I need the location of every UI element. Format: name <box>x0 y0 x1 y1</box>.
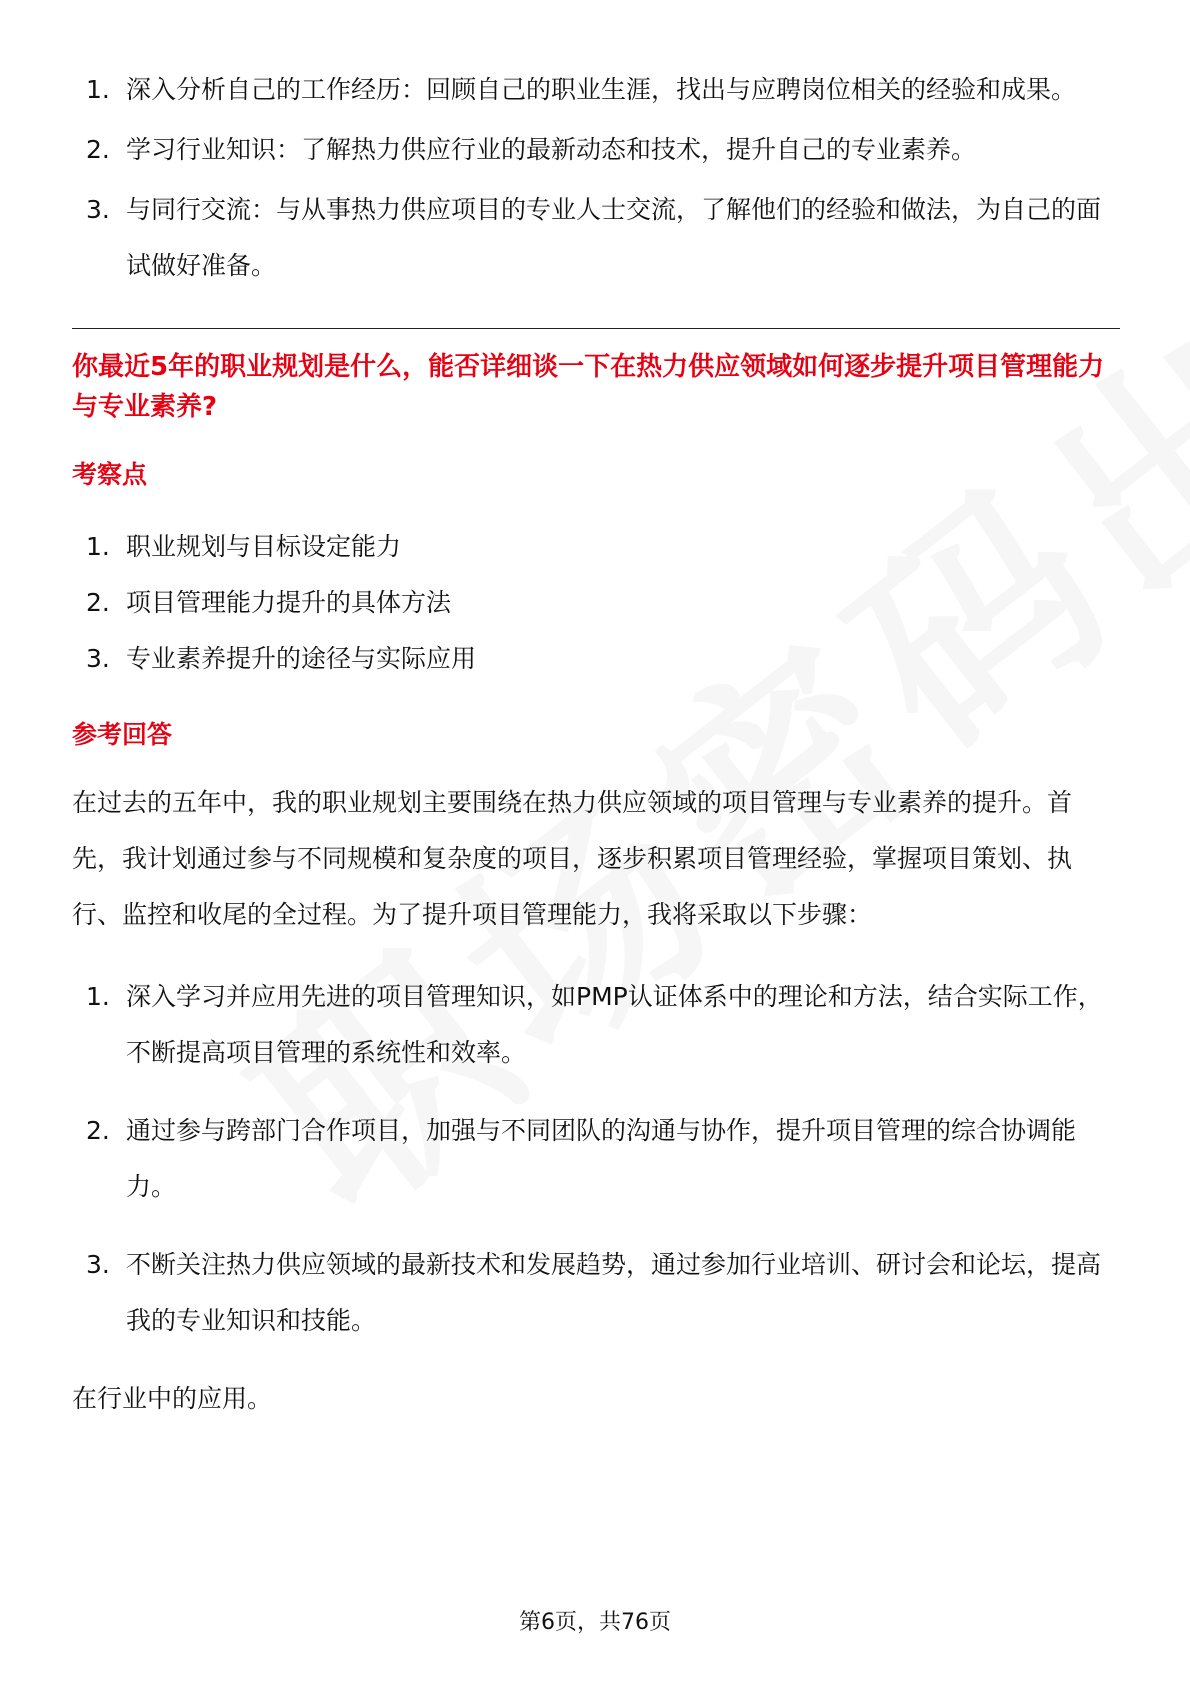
list-item <box>72 519 1120 575</box>
answer-title: 参考回答 <box>72 720 173 749</box>
list-item <box>72 969 1120 1081</box>
list-number: 2. <box>86 1116 110 1145</box>
list-text: 与同行交流：与从事热力供应项目的专业人士交流，了解他们的经验和做法，为自己的面试做好准备。 <box>126 195 1102 280</box>
list-number: 2. <box>86 588 110 617</box>
list-text: 通过参与跨部门合作项目，加强与不同团队的沟通与协作，提升项目管理的综合协调能力。 <box>126 1116 1077 1201</box>
list-text: 学习行业知识：了解热力供应行业的最新动态和技术，提升自己的专业素养。 <box>126 135 977 164</box>
list-number: 3. <box>86 644 110 673</box>
list-text: 专业素养提升的途径与实际应用 <box>126 644 477 673</box>
list-number: 2. <box>86 135 110 164</box>
list-text: 深入学习并应用先进的项目管理知识，如PMP认证体系中的理论和方法，结合实际工作，不断提高项目管理的系统性和效率。 <box>126 982 1103 1067</box>
list-item <box>72 1237 1120 1349</box>
points-list <box>72 519 1120 687</box>
document-body <box>72 62 1120 1427</box>
list-item <box>72 62 1120 118</box>
list-text: 不断关注热力供应领域的最新技术和发展趋势，通过参加行业培训、研讨会和论坛，提高我的专业知识和技能。 <box>126 1250 1102 1335</box>
answer-paragraph: 在过去的五年中，我的职业规划主要围绕在热力供应领域的项目管理与专业素养的提升。首先，我计划通过参与不同规模和复杂度的项目，逐步积累项目管理经验，掌握项目策划、执行、监控和收尾的全过程。为了提升项目管理能力，我将采取以下步骤： <box>72 788 1073 929</box>
list-text: 深入分析自己的工作经历：回顾自己的职业生涯，找出与应聘岗位相关的经验和成果。 <box>126 75 1077 104</box>
section-divider <box>72 328 1120 329</box>
question-heading: 你最近5年的职业规划是什么，能否详细谈一下在热力供应领域如何逐步提升项目管理能力与专业素养? <box>72 352 1105 422</box>
answer-steps-list <box>72 969 1120 1349</box>
list-number: 1. <box>86 532 110 561</box>
prep-steps-list <box>72 62 1120 294</box>
points-title: 考察点 <box>72 460 148 489</box>
page-footer: 第6页，共76页 <box>519 1610 671 1635</box>
list-item <box>72 575 1120 631</box>
list-item <box>72 1103 1120 1215</box>
list-number: 3. <box>86 195 110 224</box>
list-text: 职业规划与目标设定能力 <box>126 532 402 561</box>
list-number: 1. <box>86 982 110 1011</box>
list-item <box>72 122 1120 178</box>
list-text: 项目管理能力提升的具体方法 <box>126 588 452 617</box>
list-item <box>72 182 1120 294</box>
list-number: 1. <box>86 75 110 104</box>
list-number: 3. <box>86 1250 110 1279</box>
closing-line: 在行业中的应用。 <box>72 1384 273 1413</box>
list-item <box>72 631 1120 687</box>
